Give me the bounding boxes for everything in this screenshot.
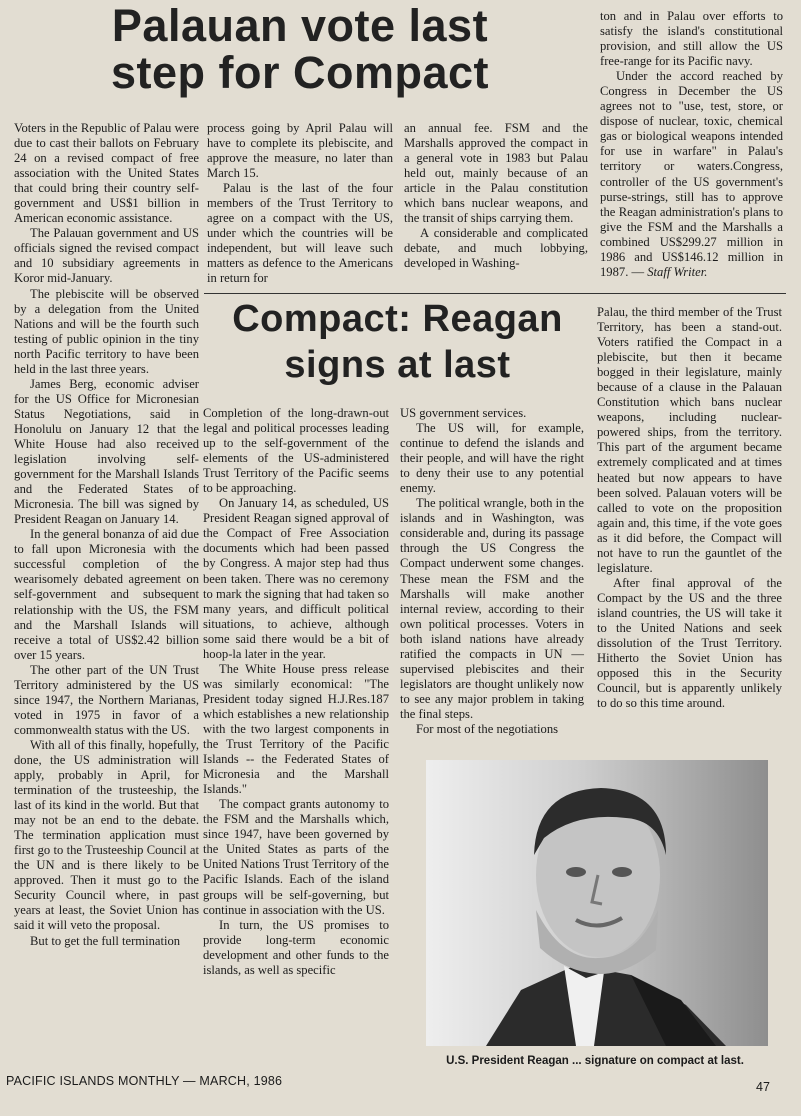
article1-column-4: [600, 9, 783, 280]
paragraph: James Berg, economic adviser for the US Office for Micronesian Status Negotiations, said in Honolulu on January 12 that the White House had also received legislation involving self-government for the Marshall Islands and the Federated States of Micronesia. The bill was signed by President Reagan on January 14.: [14, 376, 199, 527]
page-number: 47: [756, 1080, 770, 1094]
article1-column-1: [14, 121, 199, 949]
paragraph: ton and in Palau over efforts to satisfy the island's constitutional provision, and still allow the US free-range for its Pacific navy.: [600, 9, 783, 69]
footer-publication: PACIFIC ISLANDS MONTHLY — MARCH, 1986: [6, 1074, 283, 1088]
article2-column-2: [400, 406, 584, 737]
paragraph-text: Under the accord reached by Congress in December the US agrees not to "use, test, store, or dispose of nuclear, toxic, chemical gas or biological weapons intended for use in warfare" in Palau's territory or waters.Congress, controller of the US government's purse-strings, still has to approve the Reagan administration's plans to give the FSM and the Marshalls a combined US$299.27 million in 1986 and US$146.12 million in 1987. —: [600, 69, 783, 279]
paragraph: Palau, the third member of the Trust Territory, has been a stand-out. Voters ratified the Compact in a plebiscite, but then it became bogged in their legislature, mainly because of a clause in the Palauan Constitution which bans nuclear weapons, including nuclear-powered ships, from the territory. This part of the argument became extremely complicated and at times heated but now appears to have been solved. Palauan voters will be called to vote on the proposition again and, this time, if the vote goes as it did before, the Compact will not have to run the gauntlet of the legislature.: [597, 305, 782, 575]
paragraph: Voters in the Republic of Palau were due to cast their ballots on February 24 on a revised compact of free association with the United States that could bring their country self-government and US$1 billion in American economic assistance.: [14, 121, 199, 226]
paragraph: US government services.: [400, 406, 527, 420]
article1-column-3: [404, 121, 588, 271]
paragraph: In the general bonanza of aid due to fall upon Micronesia with the successful completion of the wearisomely debated agreement on self-government and subsequent relationship with the US, the FSM and the Marshall Islands will receive a total of US$2.42 billion over 15 years.: [14, 527, 199, 662]
section-divider: [204, 293, 786, 294]
paragraph: [600, 69, 783, 280]
paragraph: But to get the full termination: [30, 933, 181, 948]
paragraph: Palau is the last of the four members of the Trust Territory to agree on a compact with the US, under which the countries will be independent, but will leave such matters as defence to the Americans in return for: [207, 181, 393, 286]
photo-caption: U.S. President Reagan ... signature on compact at last.: [446, 1055, 744, 1067]
paragraph: With all of this finally, hopefully, done, the US administration will apply, probably in April, for termination of the trusteeship, the last of its kind in the world. But that may not be an end to the debate. The termination application must first go to the Trusteeship Council at the UN and is there likely to be approved. Then it must go to the Security Council where, in past years at least, the Soviet Union has said it will veto the proposal.: [14, 737, 199, 933]
portrait-photo-icon: [426, 760, 768, 1046]
paragraph: On January 14, as scheduled, US President Reagan signed approval of the Compact of Free Association documents which had been passed by Congress. A major step had thus been taken. There was no ceremony to mark the signing that had taken so many years, and difficult political situations, to achieve, although some said there would be a bit of hoop-la later in the year.: [203, 496, 389, 661]
paragraph: The White House press release was similarly economical: "The President today signed H.J.Res.187 which establishes a new relationship with the two largest components in the Trust Territory of the Pacific Islands -- the Federated States of Micronesia and the Marshall Islands.": [203, 661, 389, 797]
paragraph: After final approval of the Compact by the US and the three island countries, the US will take it to the United Nations and seek dissolution of the Trust Territory. Hitherto the Soviet Union has opposed this in the Security Council, but is apparently unlikely to do so this time around.: [597, 575, 782, 711]
paragraph: The US will, for example, continue to defend the islands and their people, and will have the right to deny their use to any potential enemy.: [400, 421, 584, 496]
paragraph: The other part of the UN Trust Territory administered by the US since 1947, the Northern Marianas, voted in 1975 in favor of a commonwealth status with the US.: [14, 662, 199, 737]
byline: Staff Writer.: [647, 264, 708, 279]
paragraph: In turn, the US promises to provide long-term economic development and other funds to the islands, as well as specific: [203, 917, 389, 977]
paragraph: process going by April Palau will have to complete its plebiscite, and approve the measure, no later than March 15.: [207, 121, 393, 181]
paragraph: A considerable and complicated debate, and much lobbying, developed in Washing-: [404, 226, 588, 271]
paragraph: Completion of the long-drawn-out legal and political processes leading up to the self-government of the elements of the US-administered Trust Territory of the Pacific seems to be approaching.: [203, 406, 389, 496]
article2-column-1: [203, 406, 389, 978]
article2-column-3: [597, 305, 782, 711]
portrait-photo: [426, 760, 768, 1046]
headline-reagan-signs: Compact: Reagan signs at last: [232, 298, 563, 387]
paragraph: The compact grants autonomy to the FSM and the Marshalls which, since 1947, have been governed by the United States as parts of the United Nations Trust Territory of the Pacific Islands. Each of the island groups will be self-governing, but continue in association with the US.: [203, 797, 389, 917]
paragraph: The plebiscite will be observed by a delegation from the United Nations and will be the fourth such testing of public opinion in the tiny north Pacific territory to have been held in the last three years.: [14, 286, 199, 376]
article1-column-2: [207, 121, 393, 287]
paragraph: an annual fee. FSM and the Marshalls approved the compact in a general vote in 1983 but Palau held out, mainly because of an article in the Palau constitution which bans nuclear weapons, and the transit of ships carrying them.: [404, 121, 588, 226]
paragraph: The political wrangle, both in the islands and in Washington, was considerable and, during its passage through the US Congress the Compact underwent some changes. These mean the FSM and the Marshalls will make another internal review, according to their own political processes. Voters in both island nations have already ratified the compacts in UN — supervised plebiscites and their legislators are thought unlikely now to see any major problem in taking the final steps.: [400, 496, 584, 721]
headline-palauan-vote: Palauan vote last step for Compact: [110, 0, 490, 99]
paragraph: The Palauan government and US officials signed the revised compact and 10 subsidiary agreements in Koror mid-January.: [14, 226, 199, 286]
paragraph: For most of the negotiations: [416, 721, 559, 736]
